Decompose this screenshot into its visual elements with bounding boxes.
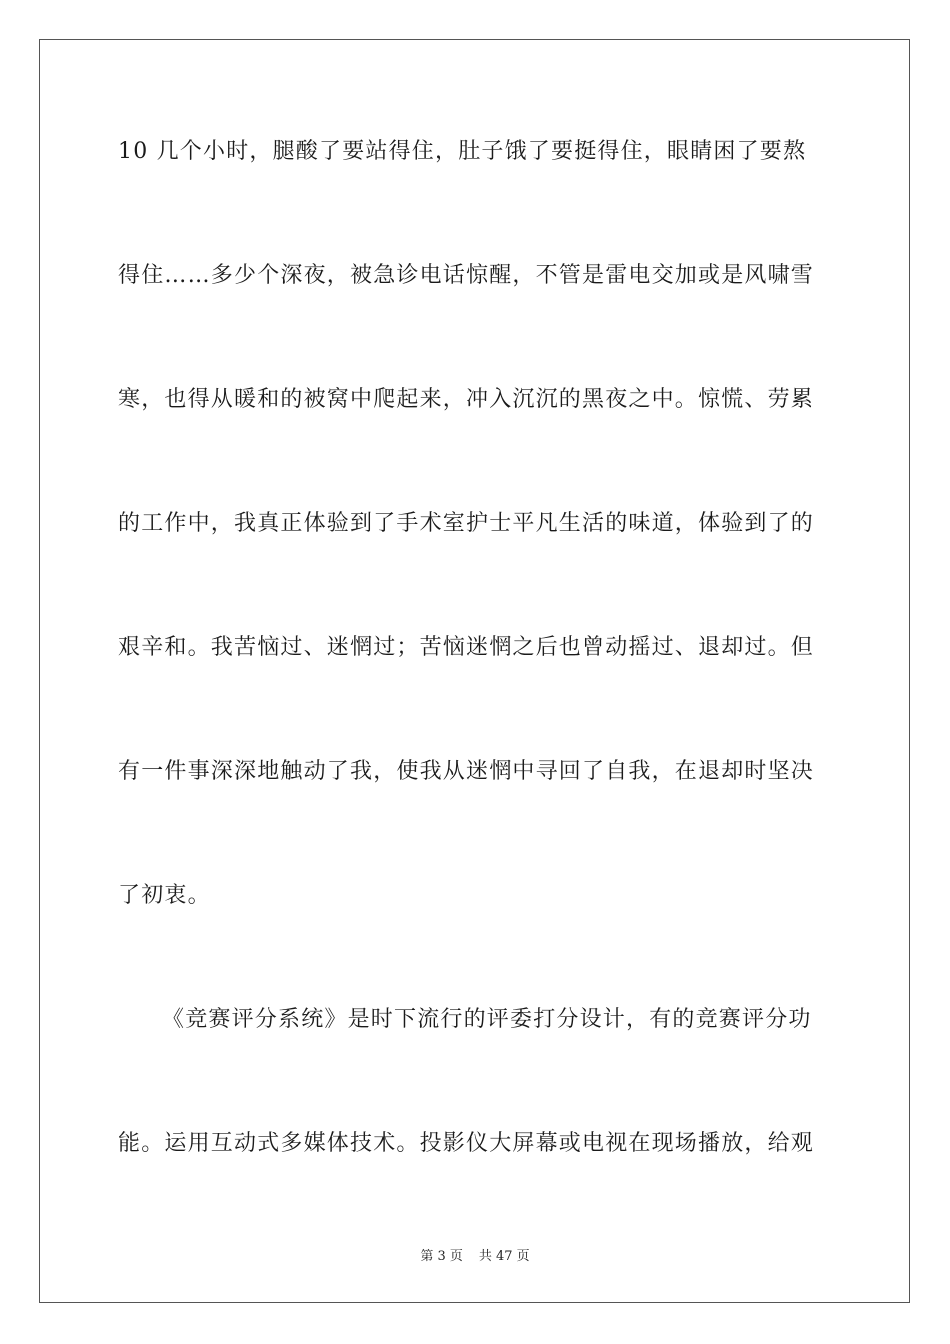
text-line-5: 艰辛和。我苦恼过、迷惘过；苦恼迷惘之后也曾动摇过、退却过。但 bbox=[118, 635, 815, 660]
page-number-current: 第 3 页 bbox=[420, 1249, 463, 1264]
page-number-total: 共 47 页 bbox=[478, 1249, 530, 1264]
page-footer bbox=[0, 1248, 950, 1266]
page-border bbox=[39, 39, 910, 1303]
text-line-3: 寒，也得从暖和的被窝中爬起来，冲入沉沉的黑夜之中。惊慌、劳累 bbox=[118, 387, 815, 412]
text-line-8-paragraph-start: 《竞赛评分系统》是时下流行的评委打分设计，有的竞赛评分功 bbox=[162, 1007, 812, 1032]
text-line-4: 的工作中，我真正体验到了手术室护士平凡生活的味道，体验到了的 bbox=[118, 511, 815, 536]
text-line-2: 得住……多少个深夜，被急诊电话惊醒，不管是雷电交加或是风啸雪 bbox=[118, 263, 815, 288]
text-line-6: 有一件事深深地触动了我，使我从迷惘中寻回了自我，在退却时坚决 bbox=[118, 759, 815, 784]
text-line-7: 了初衷。 bbox=[118, 883, 211, 908]
text-line-1: 10 几个小时，腿酸了要站得住，肚子饿了要挺得住，眼睛困了要熬 bbox=[118, 139, 807, 164]
text-line-9: 能。运用互动式多媒体技术。投影仪大屏幕或电视在现场播放，给观 bbox=[118, 1131, 815, 1156]
